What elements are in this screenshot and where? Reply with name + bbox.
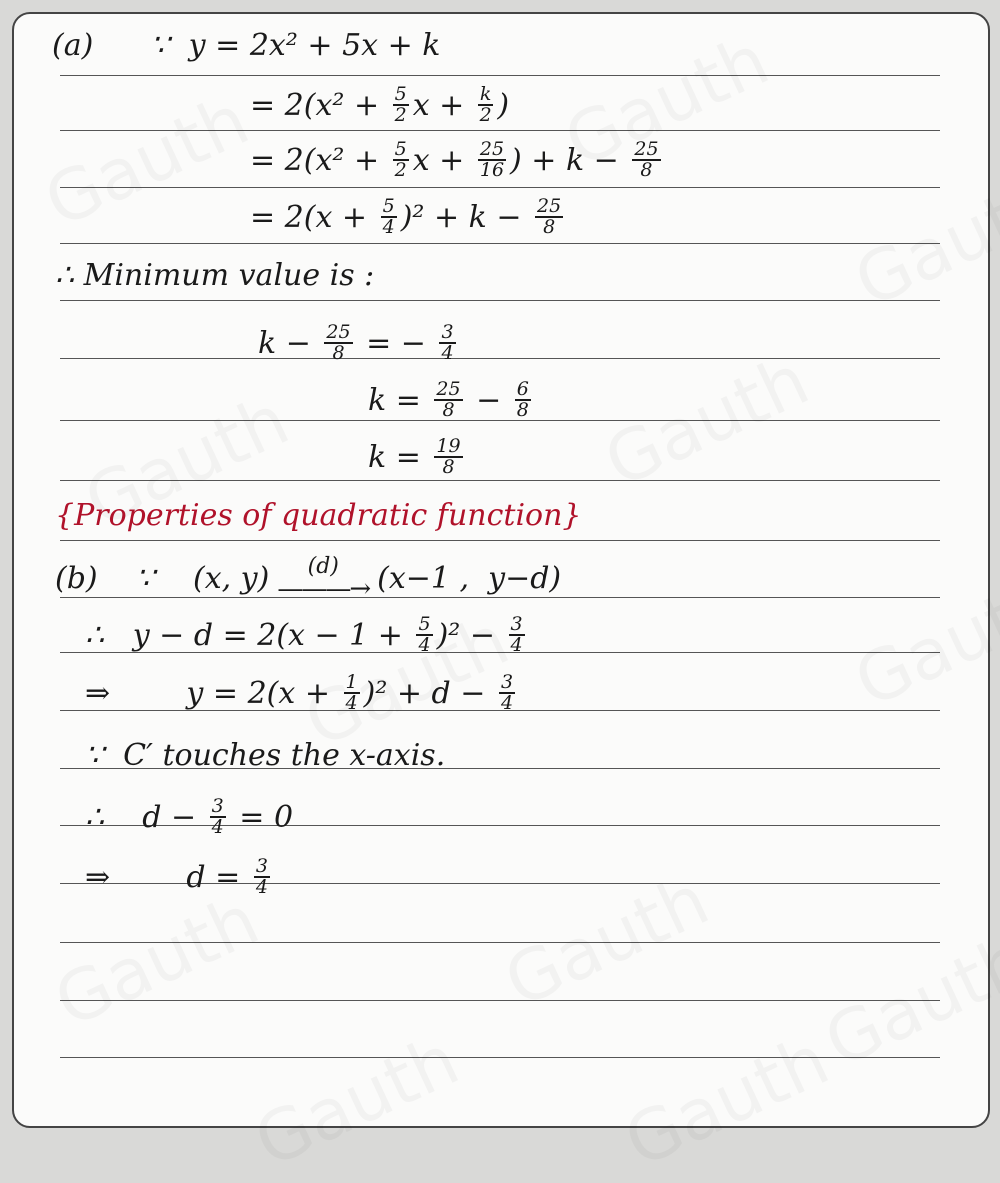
numerator: 25 [634, 138, 659, 160]
math-line [258, 318, 460, 368]
ruled-line [60, 1000, 940, 1001]
numerator: 3 [255, 855, 268, 877]
fraction [254, 857, 270, 897]
math-line [368, 432, 467, 482]
ruled-line [60, 130, 940, 131]
denominator: 4 [418, 634, 431, 656]
text-segment: ∴ y − d = 2(x − 1 + [85, 617, 413, 653]
fraction [393, 85, 409, 125]
numerator: 25 [537, 195, 562, 217]
ruled-line [60, 243, 940, 244]
text-segment: k = [368, 439, 431, 475]
fraction [478, 85, 494, 125]
denominator: 4 [211, 816, 224, 838]
denominator: 8 [516, 399, 529, 421]
fraction [499, 673, 515, 713]
math-line [55, 250, 374, 300]
ruled-line [60, 300, 940, 301]
numerator: 5 [382, 195, 395, 217]
numerator: 25 [326, 321, 351, 343]
denominator: 4 [255, 876, 268, 898]
text-segment: = − [356, 325, 436, 361]
text-segment: = 2(x + [250, 199, 377, 235]
text-segment: x + [412, 87, 474, 123]
numerator: 3 [510, 613, 523, 635]
fraction [434, 437, 462, 477]
math-line [85, 668, 519, 718]
ruled-line [60, 75, 940, 76]
text-segment: ∴ Minimum value is : [55, 257, 375, 293]
text-segment: = 2(x² + [250, 142, 389, 178]
denominator: 4 [441, 342, 454, 364]
text-segment: ⇒ y = 2(x + [85, 675, 340, 711]
denominator: 2 [479, 104, 492, 126]
numerator: 25 [436, 378, 461, 400]
fraction [210, 797, 226, 837]
fraction [344, 673, 360, 713]
numerator: 6 [516, 378, 529, 400]
numerator: 3 [441, 321, 454, 343]
numerator: 25 [479, 138, 505, 160]
denominator: 16 [479, 159, 505, 181]
section-heading [55, 490, 582, 540]
text-segment: {Properties of quadratic function} [55, 497, 582, 533]
text-segment: (a) [52, 27, 94, 63]
text-segment: ) [497, 87, 510, 123]
arrow-label: (d) [307, 554, 339, 579]
denominator: 8 [640, 159, 653, 181]
fraction [535, 197, 563, 237]
numerator: 1 [345, 671, 358, 693]
denominator: 8 [332, 342, 345, 364]
numerator: 3 [500, 671, 514, 693]
ruled-line [60, 358, 940, 359]
math-line [85, 852, 274, 902]
denominator: 8 [442, 399, 455, 421]
fraction [393, 140, 409, 180]
text-segment: k − [258, 325, 321, 361]
text-segment: = 0 [229, 799, 294, 835]
fraction [439, 323, 455, 363]
text-segment: = 2(x² + [250, 87, 389, 123]
math-line [250, 192, 567, 242]
text-segment: (b) ∵ (x, y) [55, 560, 270, 596]
text-segment: k = [368, 382, 431, 418]
math-line [368, 375, 535, 425]
denominator: 2 [394, 104, 407, 126]
fraction [324, 323, 352, 363]
ruled-line [60, 187, 940, 188]
arrow-icon: ———→ [277, 574, 370, 604]
denominator: 8 [442, 456, 455, 478]
text-segment: )² − [436, 617, 505, 653]
math-line [85, 610, 529, 660]
ruled-line [60, 540, 940, 541]
numerator: 5 [418, 613, 431, 635]
translation-arrow [277, 554, 370, 604]
text-segment: (x−1 , y−d) [377, 560, 562, 596]
numerator: 5 [394, 138, 407, 160]
denominator: 4 [510, 634, 523, 656]
ruled-line [60, 942, 940, 943]
fraction [416, 615, 432, 655]
math-line [85, 792, 293, 842]
denominator: 2 [394, 159, 407, 181]
text-segment: ∵ y = 2x² + 5x + k [93, 27, 441, 63]
fraction [509, 615, 525, 655]
numerator: 5 [394, 83, 407, 105]
ruled-line [60, 480, 940, 481]
numerator: 3 [211, 795, 224, 817]
denominator: 4 [382, 216, 395, 238]
text-segment: ∵ C′ touches the x-axis. [85, 737, 446, 773]
text-segment: x + [412, 142, 474, 178]
denominator: 4 [500, 692, 514, 714]
math-line [250, 135, 665, 185]
numerator: 19 [436, 435, 461, 457]
fraction [381, 197, 397, 237]
math-line [55, 553, 561, 603]
fraction [632, 140, 660, 180]
ruled-line [60, 1057, 940, 1058]
fraction [515, 380, 531, 420]
denominator: 8 [543, 216, 556, 238]
text-segment: ) + k − [510, 142, 629, 178]
text-segment: ⇒ d = [85, 859, 250, 895]
text-segment: )² + d − [363, 675, 495, 711]
math-line [52, 20, 440, 70]
text-segment: ∴ d − [85, 799, 206, 835]
text-segment: − [466, 382, 511, 418]
math-line [250, 80, 509, 130]
fraction [478, 140, 506, 180]
fraction [434, 380, 462, 420]
denominator: 4 [345, 692, 358, 714]
numerator: k [479, 83, 492, 105]
text-segment: )² + k − [400, 199, 532, 235]
math-line [85, 730, 445, 780]
